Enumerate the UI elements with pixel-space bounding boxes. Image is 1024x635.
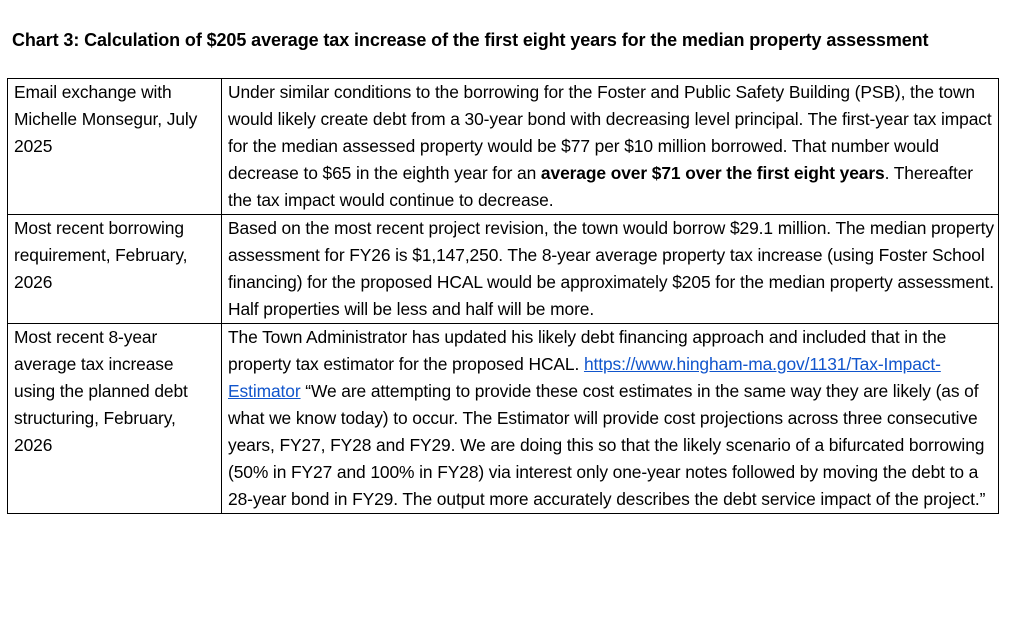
- table-row: [8, 79, 999, 215]
- chart-title: Chart 3: Calculation of $205 average tax increase of the first eight years for the median property assessment: [12, 30, 929, 50]
- tax-impact-estimator-link[interactable]: https://www.hingham-ma.gov/1131/Tax-Impact-Estimator: [228, 354, 941, 401]
- description-text: Under similar conditions to the borrowing for the Foster and Public Safety Building (PSB), the town would likely create debt from a 30-year bond with decreasing level principal. The first-year tax impact for the median assessed property would be $77 per $10 million borrowed. That number would decrease to $65 in the eighth year for an: [228, 82, 992, 183]
- highlighted-average-text: average over $71 over the first eight years: [540, 163, 885, 183]
- row-description-borrowing-requirement: Based on the most recent project revision, the town would borrow $29.1 million. The median property assessment for FY26 is $1,147,250. The 8-year average property tax increase (using Foster School financing) for the proposed HCAL would be approximately $205 for the median property assessment. Half properties will be less and half will be more.: [222, 215, 999, 324]
- description-text: . Thereafter the tax impact would continue to decrease.: [228, 163, 974, 210]
- tax-calculation-table: [7, 78, 999, 514]
- row-label-borrowing-requirement: Most recent borrowing requirement, February, 2026: [8, 215, 222, 324]
- description-text: The Town Administrator has updated his likely debt financing approach and included that in the property tax estimator for the proposed HCAL.: [228, 327, 947, 374]
- row-label-email-exchange: Email exchange with Michelle Monsegur, July 2025: [8, 79, 222, 215]
- description-text: “We are attempting to provide these cost estimates in the same way they are likely (as of what we know today) to occur. The Estimator will provide cost projections across three consecutive years, FY27, FY28 and FY29. We are doing this so that the likely scenario of a bifurcated borrowing (50% in FY27 and 100% in FY28) via interest only one-year notes followed by moving the debt to a 28-year bond in FY29. The output more accurately describes the debt service impact of the project.”: [228, 381, 986, 509]
- table-row: [8, 324, 999, 514]
- row-description-email-exchange: [222, 79, 999, 215]
- row-description-average-tax-increase: [222, 324, 999, 514]
- row-label-average-tax-increase: Most recent 8-year average tax increase using the planned debt structuring, February, 2026: [8, 324, 222, 514]
- table-row: [8, 215, 999, 324]
